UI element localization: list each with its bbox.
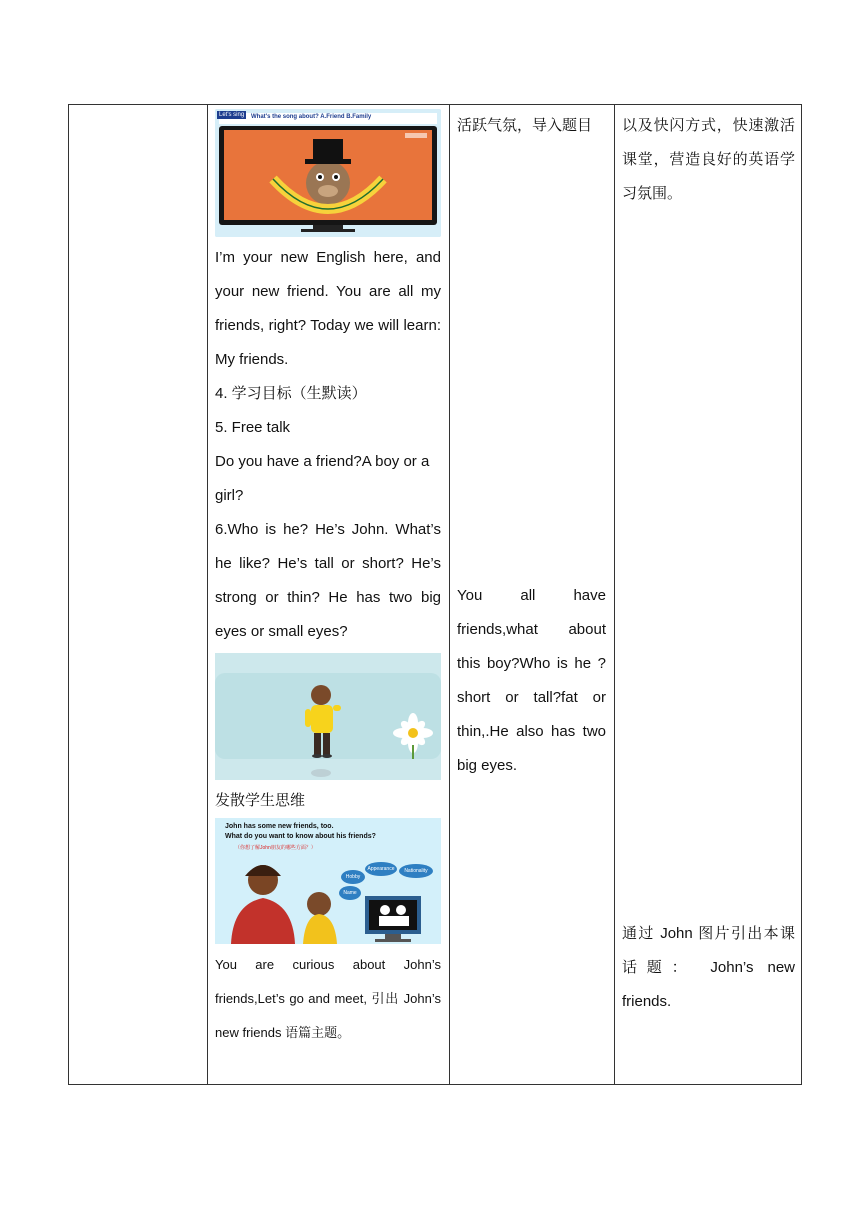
free-talk-text: Do you have a friend?A boy or a girl?	[215, 453, 430, 504]
step-6: 6.Who is he? He’s John. What’s he like? He’s tall or short? He’s strong or thin? He has two big eyes or small eyes?	[215, 521, 441, 640]
topic-intro-text: 通过 John 图片引出本课话题： John’s new friends.	[622, 925, 795, 1010]
song-question: What's the song about? A.Friend B.Family	[251, 114, 372, 120]
step-5: 5. Free talk	[215, 419, 291, 436]
divergent-thinking-text: 发散学生思维	[215, 792, 306, 809]
singing-walrus-image	[215, 109, 441, 237]
boy-question-text: You all have friends,what about this boy?Who is he ? short or tall?fat or thin,.He also has two big eyes.	[457, 587, 606, 774]
bubble-name: Name	[339, 886, 361, 900]
step-4: 4. 学习目标（生默读）	[215, 385, 367, 402]
john-image	[215, 653, 441, 780]
bubble-appearance: Appearance	[365, 862, 397, 876]
flash-method-text: 以及快闪方式，快速激活课堂，营造良好的英语学习氛围。	[622, 117, 795, 202]
pic3-line1: John has some new friends, too.	[225, 823, 334, 830]
bubble-hobby: Hobby	[341, 870, 365, 884]
lesson-plan-table	[68, 104, 802, 1085]
lets-sing-tag: Let's sing	[219, 112, 245, 118]
boy-yellow-shirt-illustration	[215, 653, 441, 780]
intro-text: I’m your new English here, and your new friend. You are all my friends, right? Today we will learn: My friends.	[215, 249, 441, 368]
pic3-line3: （你想了解John朋友的哪些方面？）	[235, 845, 316, 851]
design-intent-cell	[614, 105, 803, 1084]
purpose-cell	[449, 105, 614, 1084]
teaching-process-cell	[207, 105, 449, 1084]
tv-walrus-illustration	[215, 109, 441, 237]
closing-text: You are curious about John’s friends,Let’s go and meet, 引出 John’s new friends 语篇主题。	[215, 957, 441, 1040]
bubble-nationality: Nationality	[399, 864, 433, 878]
pic3-line2: What do you want to know about his friends?	[225, 833, 376, 840]
atmosphere-text: 活跃气氛，导入题目	[457, 117, 593, 134]
john-friends-image	[215, 818, 441, 944]
